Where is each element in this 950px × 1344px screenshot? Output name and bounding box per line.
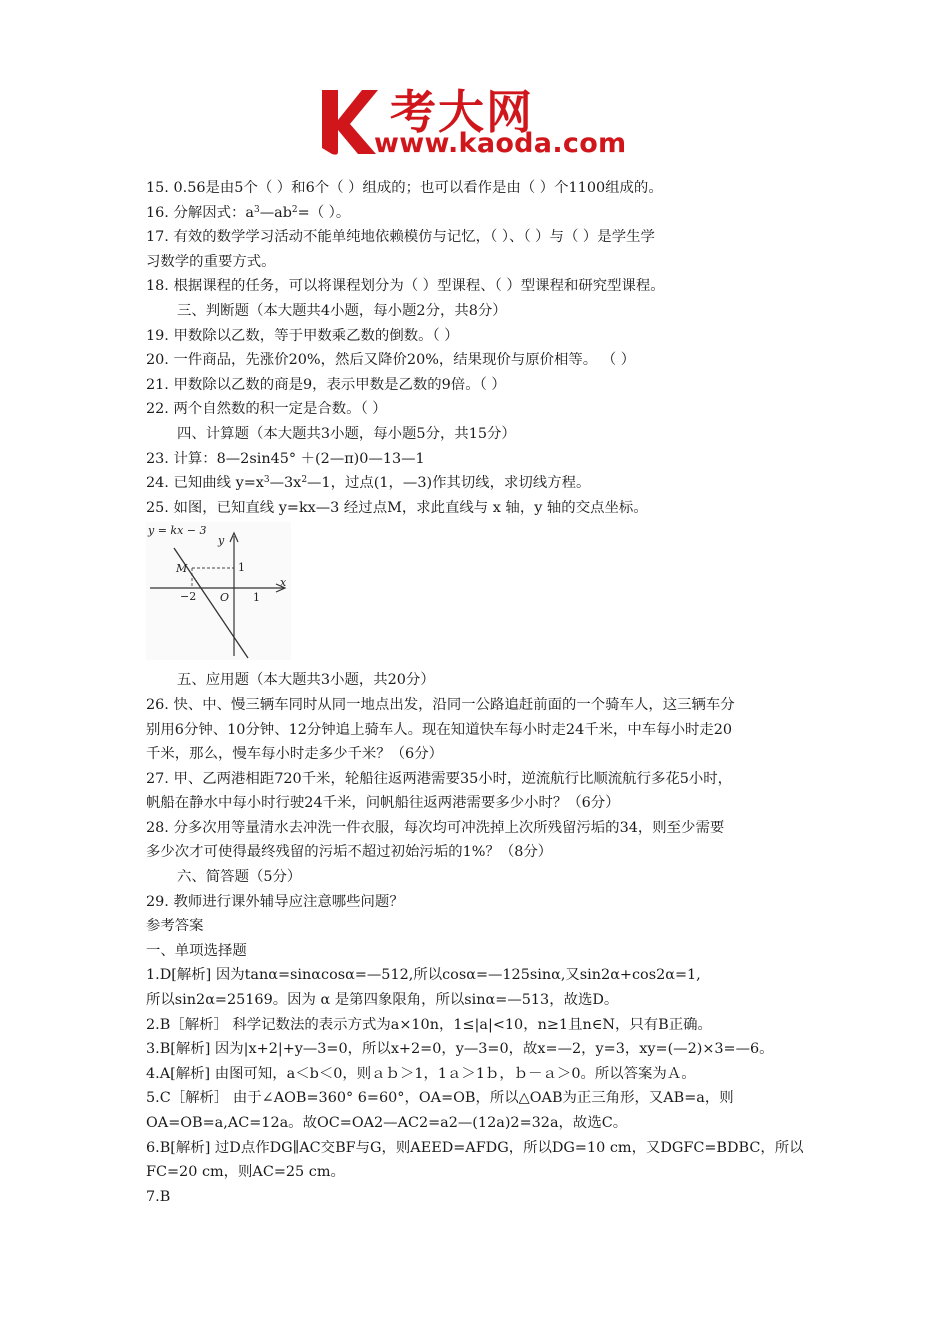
answers-title: 参考答案: [146, 918, 204, 935]
answers-section-1: 一、单项选择题: [146, 942, 247, 959]
answer-line: 4.A[解析] 由图可知，a＜b＜0，则ａｂ＞1，1ａ＞1ｂ，ｂ－ａ＞0。所以答案为Ａ。: [146, 1065, 696, 1082]
answer-line: 1.D[解析] 因为tanα=sinαcosα=—512,所以cosα=—125sinα,又sin2α+cos2α=1,: [146, 967, 701, 984]
answer-line: OA=OB=a,AC=12a。故OC=OA2—AC2=a2—(12a)2=32a，故选C。: [146, 1115, 628, 1131]
answer-line: FC=20 cm，则AC=25 cm。: [146, 1164, 345, 1181]
answer-line: 6.B[解析] 过D点作DG∥AC交BF与G，则AEED=AFDG，所以DG=10 cm，又DGFC=BDBC，所以: [146, 1139, 804, 1156]
question-17: 17. 有效的数学学习活动不能单纯地依赖模仿与记忆，（ ）、（ ）与（ ）是学生学: [146, 229, 655, 246]
section-6-heading: 六、简答题（5分）: [177, 869, 302, 886]
answer-line: 7.B: [146, 1188, 171, 1205]
answer-line: 3.B[解析] 因为|x+2|+y—3=0，所以x+2=0，y—3=0，故x=—2，y=3，xy=(—2)×3=—6。: [146, 1041, 774, 1058]
question-26-line3: 千米，那么，慢车每小时走多少千米？（6分）: [146, 746, 443, 763]
q16-mid: —ab: [259, 204, 292, 221]
question-21: 21. 甲数除以乙数的商是9，表示甲数是乙数的9倍。（ ）: [146, 376, 506, 393]
q24-prefix: 24. 已知曲线 y=x: [146, 475, 264, 492]
y-tick-1: 1: [238, 561, 245, 575]
question-17-cont: 习数学的重要方式。: [146, 253, 276, 270]
document-body: [146, 176, 814, 1209]
x-tick-1: 1: [253, 591, 260, 605]
answer-line: 5.C［解析］ 由于∠AOB=360° 6=60°，OA=OB，所以△OAB为正三角形，又AB=a，则: [146, 1090, 734, 1107]
section-3-heading: 三、判断题（本大题共4小题，每小题2分，共8分）: [177, 302, 507, 319]
question-19: 19. 甲数除以乙数，等于甲数乘乙数的倒数。（ ）: [146, 327, 459, 344]
q24-mid: —3x: [269, 475, 302, 492]
answer-line: 所以sin2α=25169。因为 α 是第四象限角，所以sinα=—513，故选D。: [146, 992, 619, 1009]
answer-line: 2.B［解析］ 科学记数法的表示方式为a×10n，1≤|a|<10，n≥1且n∈N，只有B正确。: [146, 1016, 712, 1033]
question-15: 15. 0.56是由5个（ ）和6个（ ）组成的；也可以看作是由（ ）个1100组成的。: [146, 180, 663, 196]
q24-suffix: —1，过点(1，—3)作其切线，求切线方程。: [307, 475, 591, 492]
question-16: [146, 201, 814, 226]
section-5-heading: 五、应用题（本大题共3小题，共20分）: [177, 672, 435, 689]
question-27-line2: 帆船在静水中每小时行驶24千米，问帆船往返两港需要多少小时？（6分）: [146, 795, 620, 812]
figure-equation: y = kx − 3: [148, 524, 207, 538]
question-26-line1: 26. 快、中、慢三辆车同时从同一地点出发，沿同一公路追赶前面的一个骑车人，这三辆车分: [146, 696, 735, 713]
section-4-heading: 四、计算题（本大题共3小题，每小题5分，共15分）: [177, 425, 516, 442]
q16-sup2: 2: [291, 204, 298, 215]
q24-sup2: 2: [301, 475, 308, 486]
x-axis-label: x: [280, 576, 287, 590]
question-18: 18. 根据课程的任务，可以将课程划分为（ ）型课程、（ ）型课程和研究型课程。: [146, 278, 665, 295]
q16-suffix: =（ ）。: [297, 204, 351, 221]
q16-prefix: 16. 分解因式：a: [146, 204, 254, 221]
question-22: 22. 两个自然数的积一定是合数。（ ）: [146, 401, 387, 418]
point-m-label: M: [176, 562, 188, 576]
logo-title: 考大网: [390, 85, 534, 139]
question-28-line1: 28. 分多次用等量清水去冲洗一件衣服，每次均可冲洗掉上次所残留污垢的34，则至少需要: [146, 819, 725, 836]
question-26-line2: 别用6分钟、10分钟、12分钟追上骑车人。现在知道快车每小时走24千米，中车每小时走20: [146, 721, 733, 738]
question-24: [146, 471, 814, 496]
question-23: 23. 计算：8—2sin45° ＋(2—π)0—13—1: [146, 450, 425, 467]
question-28-line2: 多少次才可使得最终残留的污垢不超过初始污垢的1%？（8分）: [146, 844, 553, 861]
question-25: 25. 如图，已知直线 y=kx—3 经过点M，求此直线与 x 轴，y 轴的交点坐标。: [146, 499, 648, 516]
q24-sup1: 3: [263, 475, 270, 486]
question-20: 20. 一件商品，先涨价20%，然后又降价20%，结果现价与原价相等。 （ ）: [146, 352, 636, 369]
site-logo: [318, 82, 636, 162]
line-graph-figure: [146, 522, 291, 660]
figure-svg: [146, 522, 291, 660]
question-27-line1: 27. 甲、乙两港相距720千米，轮船往返两港需要35小时，逆流航行比顺流航行多花5小时，: [146, 770, 733, 787]
logo-url: www.kaoda.com: [374, 128, 627, 159]
k-logo-icon: [318, 86, 380, 156]
y-axis-label: y: [218, 534, 225, 548]
question-29: 29. 教师进行课外辅导应注意哪些问题？: [146, 893, 404, 910]
origin-label: O: [220, 591, 230, 605]
x-tick-neg2: −2: [180, 590, 197, 604]
q16-sup1: 3: [254, 204, 260, 215]
